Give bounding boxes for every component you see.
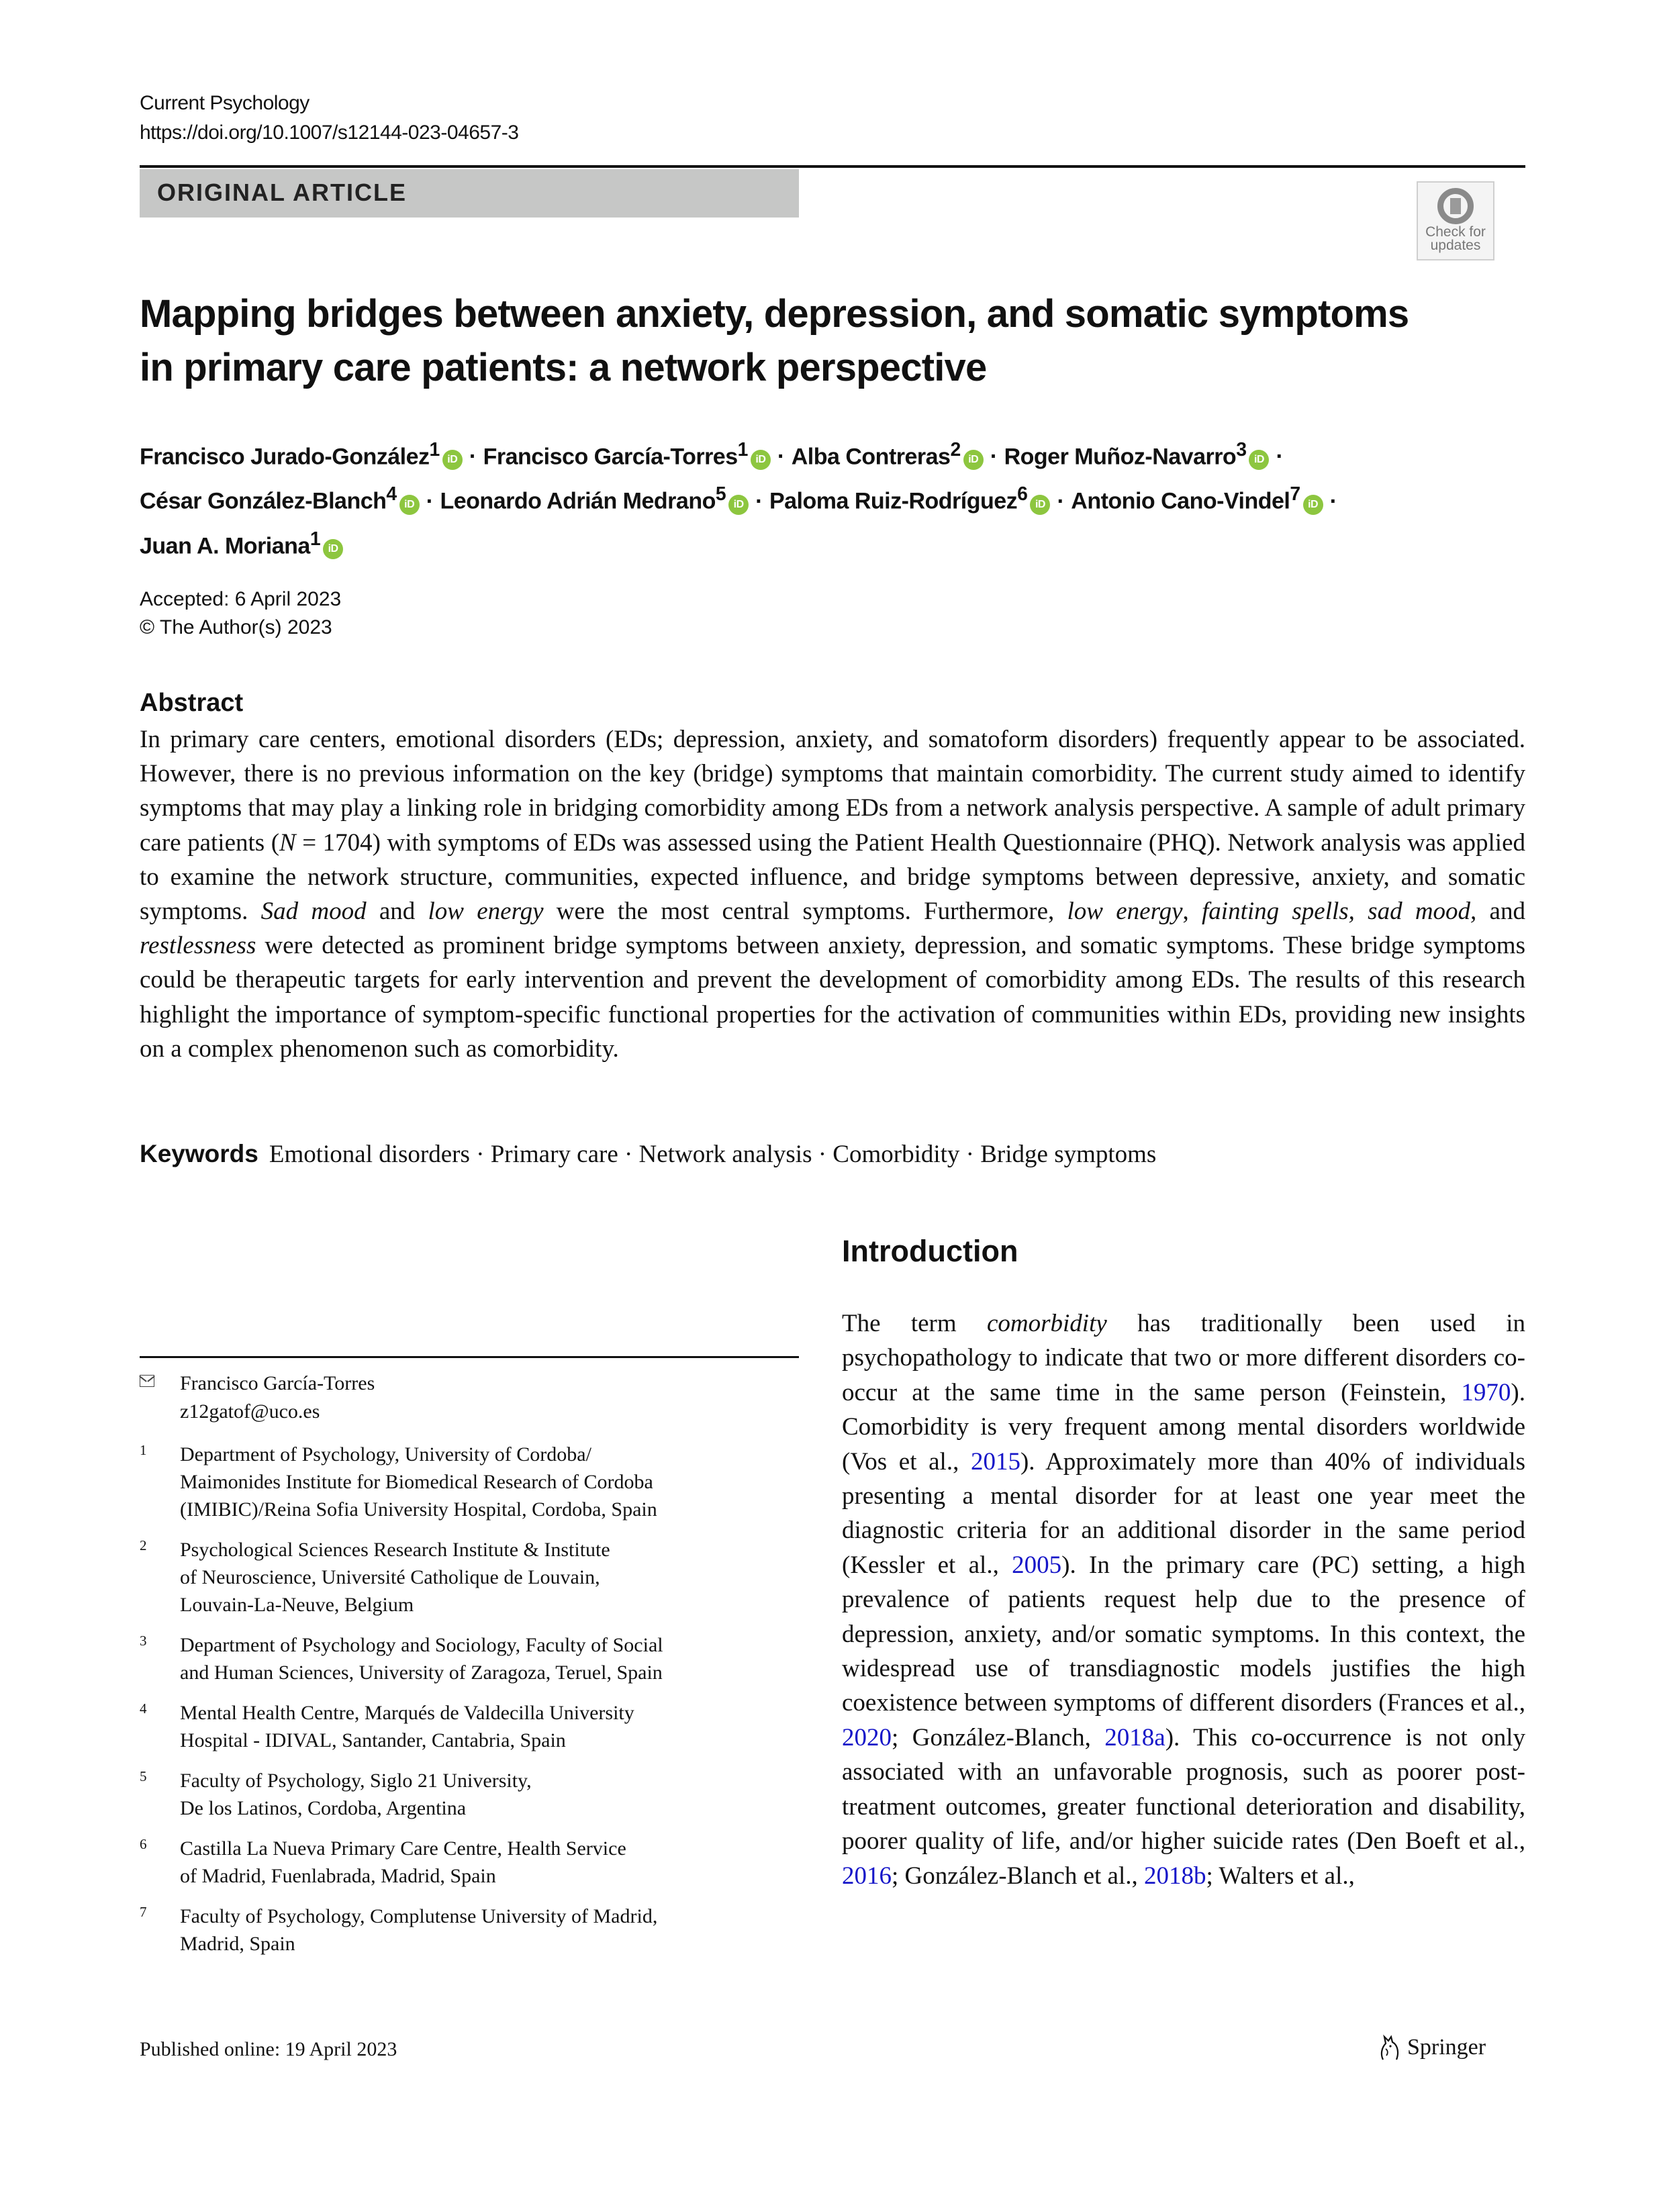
affiliation-line: Faculty of Psychology, Siglo 21 University, (180, 1770, 532, 1792)
author-name[interactable]: Francisco Jurado-González (140, 444, 430, 470)
citation-link[interactable]: 2020 (842, 1723, 892, 1751)
affiliation-marker: 2 (950, 439, 961, 461)
author-separator: · (755, 488, 763, 514)
copyright: © The Author(s) 2023 (140, 616, 332, 638)
affiliation-marker: 4 (386, 483, 397, 506)
affiliation-line: Faculty of Psychology, Complutense University of Madrid, (180, 1905, 658, 1927)
orcid-icon[interactable]: iD (323, 539, 343, 559)
affiliation-line: De los Latinos, Cordoba, Argentina (180, 1797, 467, 1819)
intro-segment: ). Approximately more than 40% of individuals presenting a mental disorder for at least one year meet the diagnostic criteria for an additional disorder in the same period (Kessler et al., (842, 1447, 1525, 1579)
abstract-segment: and (1476, 898, 1525, 926)
affiliation-item (140, 1441, 799, 1523)
intro-segment: ; González-Blanch et al., (892, 1862, 1144, 1890)
author-line (140, 431, 1536, 475)
affiliation-number: 7 (140, 1904, 147, 1920)
affiliation-number: 2 (140, 1537, 147, 1553)
accepted-date: Accepted: 6 April 2023 (140, 588, 342, 610)
affiliation-marker: 1 (737, 439, 748, 461)
keywords-label: Keywords (140, 1140, 258, 1167)
affiliation-line: Department of Psychology and Sociology, Faculty of Social (180, 1634, 663, 1656)
orcid-icon[interactable]: iD (1030, 495, 1050, 515)
author-name[interactable]: Juan A. Moriana (140, 532, 310, 559)
abstract-heading: Abstract (140, 689, 244, 717)
affiliation-item (140, 1631, 799, 1686)
author-separator: · (777, 444, 785, 470)
orcid-icon[interactable]: iD (963, 450, 984, 470)
check-for-updates-button[interactable] (1417, 181, 1494, 260)
affiliation-line: Mental Health Centre, Marqués de Valdecilla University (180, 1702, 634, 1724)
affiliation-line: Castilla La Nueva Primary Care Centre, Health Service (180, 1837, 626, 1860)
author-separator: · (1329, 488, 1337, 514)
header-rule (140, 165, 1525, 168)
author-name[interactable]: Francisco García-Torres (483, 444, 738, 470)
envelope-icon (140, 1375, 154, 1387)
title-line-2: in primary care patients: a network perspective (140, 346, 987, 389)
orcid-icon[interactable]: iD (442, 450, 463, 470)
affiliation-line: of Neuroscience, Université Catholique de Louvain, (180, 1566, 600, 1588)
intro-segment: The term (842, 1310, 987, 1337)
abstract-emphasis: restlessness (140, 932, 256, 960)
crossmark-line1: Check for (1425, 224, 1486, 240)
abstract-segment: = 1704) with symptoms of EDs was assessed using the Patient Health Questionnaire (PHQ). Network analysis was applied to examine the network structure, communities, expected influence, and bridge symptoms between depressive, anxiety, and somatic symptoms. (140, 828, 1526, 926)
affiliation-item (140, 1699, 799, 1754)
abstract-emphasis: fainting spells, sad mood, (1202, 898, 1477, 926)
affiliation-line: Psychological Sciences Research Institute & Institute (180, 1539, 610, 1561)
citation-link[interactable]: 2016 (842, 1862, 892, 1890)
author-separator: · (469, 444, 477, 470)
journal-name: Current Psychology (140, 92, 310, 114)
affiliation-marker: 1 (429, 439, 440, 461)
author-name[interactable]: Antonio Cano-Vindel (1071, 488, 1290, 514)
orcid-icon[interactable]: iD (728, 495, 749, 515)
affiliation-line: Louvain-La-Neuve, Belgium (180, 1594, 414, 1616)
affiliation-item (140, 1767, 799, 1822)
abstract-segment: , (1182, 898, 1202, 926)
intro-segment: ). Comorbidity is very frequent among mental disorders worldwide (Vos et al., (842, 1378, 1525, 1476)
keywords (140, 1137, 1525, 1171)
corresponding-email[interactable]: z12gatof@uco.es (180, 1400, 320, 1423)
citation-link[interactable]: 2005 (1012, 1551, 1062, 1579)
article-dates (140, 585, 341, 642)
citation-link[interactable]: 1970 (1461, 1378, 1511, 1406)
abstract-segment: In primary care centers, emotional disorders (EDs; depression, anxiety, and somatoform disorders) frequently appear to be associated. However, there is no previous information on the key (bridge) symptoms that maintain comorbidity. The current study aimed to identify symptoms that may play a linking role in bridging comorbidity among EDs from a network analysis perspective. A sample of adult primary care patients ( (140, 726, 1525, 857)
journal-header (140, 89, 518, 148)
affiliation-line: (IMIBIC)/Reina Sofia University Hospital, Cordoba, Spain (180, 1498, 657, 1521)
affiliations-list (140, 1441, 799, 1970)
affiliation-line: and Human Sciences, University of Zaragoza, Teruel, Spain (180, 1662, 663, 1684)
author-separator: · (990, 444, 998, 470)
intro-segment: has traditionally been used in psychopathology to indicate that two or more different disorders co-occur at the same time in the same person (Feinstein, (842, 1310, 1525, 1406)
footnote-rule (140, 1356, 799, 1358)
publisher-logo (1378, 2034, 1486, 2061)
introduction-heading: Introduction (842, 1234, 1018, 1268)
affiliation-marker: 1 (310, 528, 321, 550)
author-line (140, 475, 1536, 520)
affiliation-marker: 6 (1017, 483, 1028, 506)
title-line-1: Mapping bridges between anxiety, depression, and somatic symptoms (140, 292, 1409, 336)
abstract-segment: and (366, 898, 428, 926)
abstract-emphasis: low energy (1067, 898, 1183, 926)
abstract-emphasis: N (279, 828, 296, 857)
orcid-icon[interactable]: iD (1249, 450, 1269, 470)
author-name[interactable]: César González-Blanch (140, 488, 387, 514)
author-name[interactable]: Paloma Ruiz-Rodríguez (769, 488, 1018, 514)
keywords-list: Emotional disorders · Primary care · Network analysis · Comorbidity · Bridge symptoms (269, 1141, 1157, 1168)
author-list (140, 431, 1536, 565)
affiliation-marker: 3 (1236, 439, 1247, 461)
affiliation-line: Hospital - IDIVAL, Santander, Cantabria, Spain (180, 1729, 566, 1751)
abstract-text (140, 722, 1525, 1066)
affiliation-item (140, 1835, 799, 1890)
citation-link[interactable]: 2018a (1104, 1723, 1166, 1751)
author-name[interactable]: Leonardo Adrián Medrano (440, 488, 716, 514)
author-name[interactable]: Roger Muñoz-Navarro (1004, 444, 1237, 470)
affiliation-item (140, 1536, 799, 1619)
author-separator: · (426, 488, 434, 514)
published-online-date: Published online: 19 April 2023 (140, 2038, 397, 2060)
crossmark-icon (1437, 188, 1474, 224)
intro-emphasis: comorbidity (986, 1310, 1107, 1337)
affiliation-marker: 5 (715, 483, 726, 506)
affiliation-number: 6 (140, 1836, 147, 1852)
springer-horse-icon (1378, 2034, 1400, 2061)
author-line (140, 520, 1536, 565)
affiliation-item (140, 1903, 799, 1958)
doi-link[interactable]: https://doi.org/10.1007/s12144-023-04657-3 (140, 122, 519, 144)
author-name[interactable]: Alba Contreras (791, 444, 951, 470)
introduction-text (842, 1306, 1525, 1893)
article-type-bar (140, 169, 799, 218)
affiliation-number: 5 (140, 1768, 147, 1784)
intro-segment: ). In the primary care (PC) setting, a high prevalence of patients request help due to the presence of depression, anxiety, and/or somatic symptoms. In this context, the widespread use of transdiagnostic models justifies the high coexistence between symptoms of different disorders (Frances et al., (842, 1551, 1525, 1717)
affiliation-marker: 7 (1290, 483, 1300, 506)
orcid-icon[interactable]: iD (399, 495, 420, 515)
orcid-icon[interactable]: iD (1303, 495, 1323, 515)
affiliation-line: Madrid, Spain (180, 1933, 295, 1955)
affiliation-line: of Madrid, Fuenlabrada, Madrid, Spain (180, 1865, 496, 1887)
intro-segment: ; Walters et al., (1206, 1862, 1355, 1890)
abstract-emphasis: low energy (428, 898, 544, 926)
citation-link[interactable]: 2018b (1144, 1862, 1206, 1890)
affiliation-line: Maimonides Institute for Biomedical Research of Cordoba (180, 1471, 653, 1493)
affiliation-number: 3 (140, 1633, 147, 1649)
affiliation-number: 1 (140, 1442, 147, 1458)
affiliation-number: 4 (140, 1700, 147, 1717)
abstract-emphasis: Sad mood (260, 898, 367, 926)
author-separator: · (1057, 488, 1065, 514)
article-type-label: ORIGINAL ARTICLE (157, 179, 407, 206)
article-title (140, 287, 1415, 395)
author-separator: · (1276, 444, 1284, 470)
corresponding-author (140, 1369, 799, 1426)
intro-segment: ; González-Blanch, (892, 1723, 1105, 1751)
intro-segment: ). This co-occurrence is not only associated with an unfavorable prognosis, such as poorer post-treatment outcomes, greater functional deterioration and disability, poorer quality of life, and/or higher suicide rates (Den Boeft et al., (842, 1723, 1526, 1856)
citation-link[interactable]: 2015 (970, 1447, 1020, 1476)
crossmark-line2: updates (1430, 238, 1481, 253)
abstract-segment: were detected as prominent bridge symptoms between anxiety, depression, and somatic symptoms. These bridge symptoms could be therapeutic targets for early intervention and prevent the development of comorbidity among EDs. The results of this research highlight the importance of symptom-specific functional properties for the activation of communities within EDs, providing new insights on a complex phenomenon such as comorbidity. (140, 932, 1525, 1063)
publisher-name: Springer (1407, 2035, 1486, 2060)
affiliation-line: Department of Psychology, University of Cordoba/ (180, 1443, 591, 1465)
corresponding-name: Francisco García-Torres (180, 1372, 375, 1394)
orcid-icon[interactable]: iD (751, 450, 771, 470)
abstract-segment: were the most central symptoms. Furthermore, (543, 898, 1067, 926)
